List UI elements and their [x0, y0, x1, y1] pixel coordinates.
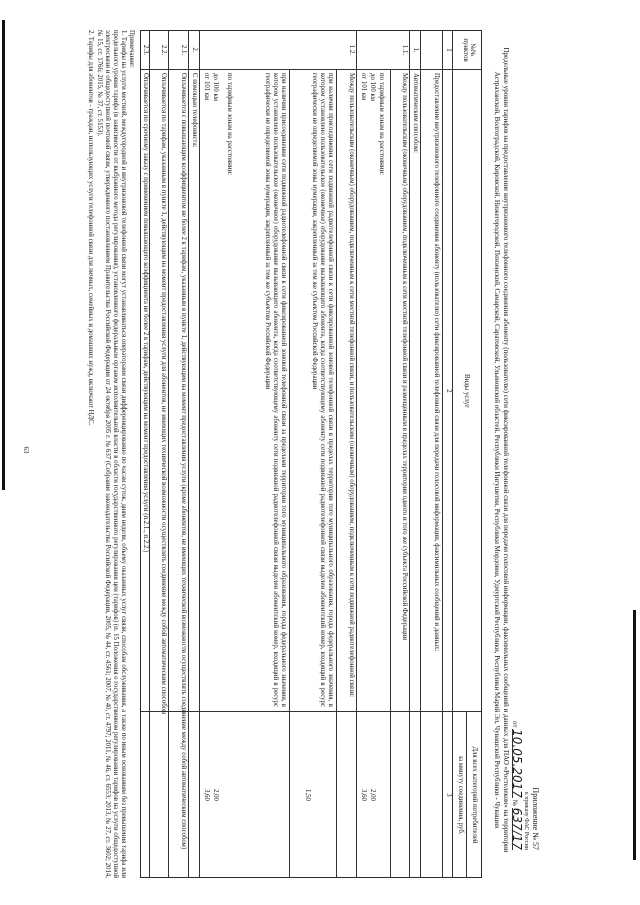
scan-bar-bottom — [2, 20, 5, 490]
row-text: Оплачивается с повышающим коэффициентом не более 2 к тарифам, указанным в пункте 1, действующим на момент предоставления услуги (кроме абонентов, не имеющих технической возможности осуществлять соединение между собой автоматическим способом) — [180, 73, 187, 850]
header-split-line — [466, 711, 467, 877]
row-line — [390, 69, 391, 877]
scan-bar-top — [633, 610, 636, 860]
row-text: Между пользовательским (оконечным) оборудованием, подключенным к сети местной телефонной связи, и пользовательским (оконечным) оборудованием, подключенным к сети подвижной радиотелефонной связи: — [348, 73, 355, 698]
row-subheading: по тарифным зонам на расстоянии: — [226, 73, 233, 176]
tariff-table — [140, 30, 482, 878]
handwritten-date: 10.05.2017 — [509, 729, 524, 798]
order-reference: к приказу ФАС России — [523, 791, 529, 850]
from-label: от — [510, 721, 518, 728]
row-line — [420, 31, 421, 877]
order-date-line — [509, 700, 524, 850]
header-tariff-unit: за минуту соединения, руб. — [457, 755, 464, 835]
row-distance: до 100 км — [212, 73, 219, 102]
page-number: 63 — [22, 446, 30, 454]
handwritten-order-number: 637/17 — [509, 807, 524, 850]
appendix-block — [510, 700, 540, 850]
colnum-3: 3 — [445, 793, 452, 797]
col-divider-2 — [141, 711, 481, 712]
tariff-value: 3,60 — [360, 789, 367, 801]
row-num: 2.3. — [142, 44, 149, 56]
tariff-value: 2,00 — [369, 789, 376, 801]
row-num: 1. — [412, 47, 419, 53]
note-item: 2. Тарифы для абонентов - граждан, использующих услуги телефонной связи для личных, семейных и домашних нужд, включают НДС. — [86, 30, 94, 426]
row-distance: от 101 км — [360, 73, 367, 101]
row-line — [356, 31, 357, 877]
header-bottom-line — [452, 31, 453, 877]
tariff-value: 3,60 — [203, 789, 210, 801]
header-service: Виды услуг — [463, 374, 470, 408]
row-text: Автоматическим способом: — [412, 73, 419, 153]
row-num: 1.1. — [401, 44, 408, 56]
number-label: № — [510, 799, 518, 807]
header-tariff-group: Для всех категорий потребителей — [471, 746, 478, 844]
colnum-1: 1 — [445, 48, 452, 52]
col-divider-1 — [141, 69, 481, 70]
row-line — [188, 31, 189, 877]
tariff-value: 2,00 — [212, 789, 219, 801]
notes-block — [86, 30, 135, 878]
row-line — [168, 31, 169, 877]
row-distance: до 100 км — [369, 73, 376, 102]
row-line — [409, 31, 410, 877]
appendix-label: Приложение № 57 — [531, 787, 540, 850]
row-distance: от 101 км — [203, 73, 210, 101]
row-line — [336, 69, 337, 877]
notes-heading: Примечание: — [128, 30, 135, 68]
row-text: при наличии присоединения сети подвижной радиотелефонной связи к сети фиксированной зоновой телефонной связи за пределами территории того муниципального образования, города федерального значения, в котором установлено пользовательское (оконечное) оборудование вызывающего абонента, когда соответствующему абоненту сети подвижной радиотелефонной связи выделен абонентский номер, входящий в ресурс географически не определяемой зоны нумерации, закрепленный за тем же субъектом Российской Федерации — [263, 73, 287, 707]
row-text: Оплачивается по тарифам, указанным в пункте 1, действующим на момент предоставления услуги для абонентов, не имеющих технической возможности осуществлять соединение между собой автоматическим способом — [160, 73, 167, 715]
row-text: Между пользовательским (оконечным) оборудованием, подключенным к сети местной телефонной связи и размещенным в пределах территории одного и того же субъекта Российской Федерации — [401, 73, 408, 641]
colnum-bottom-line — [442, 31, 443, 877]
note-item: 1. Тарифы на услуги местной, междугородной и внутризоновой телефонной связи могут устанавливаться операторами связи дифференцированно по часам суток, дням недели, объему оказанных услуг связи, способам обслуживания, а также по иным основаниям без превышения тарифа или предельного уровня тарифа (в зависимости от выбранного метода регулирования), установленного федеральным органом исполнительной власти в области государственного регулирования цен (тарифов) (п. 15 Положения о государственном регулировании тарифов на услуги общедоступной электросвязи и общедоступной почтовой связи, утвержденного постановлением Правительства Российской Федерации от 24 октября 2005 г. № 637 (Собрание законодательства Российской Федерации, 2005, № 44, ст. 4561; 2007, № 40, ст. 4797; 2011, № 46, ст. 6553; 2013, № 27, ст. 3602; 2014, № 15, ст. 1766; 2015, № 37, ст. 5153). — [95, 30, 127, 878]
row-line — [289, 69, 290, 877]
row-text: при наличии присоединения сети подвижной радиотелефонной связи к сети фиксированной зоновой телефонной связи в пределах территории того муниципального образования, города федерального значения, в котором установлено пользовательское (оконечное) оборудование вызывающего абонента, когда соответствующему абоненту сети подвижной радиотелефонной связи выделен абонентский номер, входящий в ресурс географически не определяемой зоны нумерации, закрепленный за тем же субъектом Российской Федерации — [310, 73, 334, 707]
row-line — [199, 31, 200, 877]
row-num: 2.1. — [180, 44, 187, 56]
tariff-value: 1,50 — [304, 789, 311, 801]
row-text: С помощью телефониста: — [191, 73, 198, 148]
row-line — [149, 31, 150, 877]
row-intro-text: Предоставление внутризонового телефонного соединения абоненту (пользователю) сети фиксированной телефонной связи для передачи голосовой информации, факсимильных сообщений и данных: — [433, 73, 440, 652]
row-subheading: по тарифным зонам на расстоянии: — [378, 73, 385, 176]
document-title: Предельные уровни тарифов на предоставление внутризонового телефонного соединения абоненту (пользователю) сети фиксированной телефонной связи для передачи голосовой информации, факсимильных сообщений и данных для ПАО «Ростелеком» на территории Астраханской, Волгоградской, Кировской, Нижегородской, Пензенской, Самарской, Саратовской, Ульяновской областей, Республики Ингушетия, Республики Мордовия, Удмуртской Республики, Республики Марий Эл, Чувашской Республики - Чувашия — [493, 47, 510, 853]
header-num: №№ пунктов — [462, 38, 476, 62]
row-num: 2.2. — [160, 44, 167, 56]
row-num: 1.2. — [348, 44, 355, 56]
colnum-2: 2 — [445, 389, 452, 393]
row-text: Оплачивается по срочному заказу с применением повышающего коэффициента не более 2 к тарифам, действующим на момент предоставления услуги (п.2.1., п.2.2.) — [142, 73, 149, 553]
row-num: 2. — [191, 47, 198, 53]
